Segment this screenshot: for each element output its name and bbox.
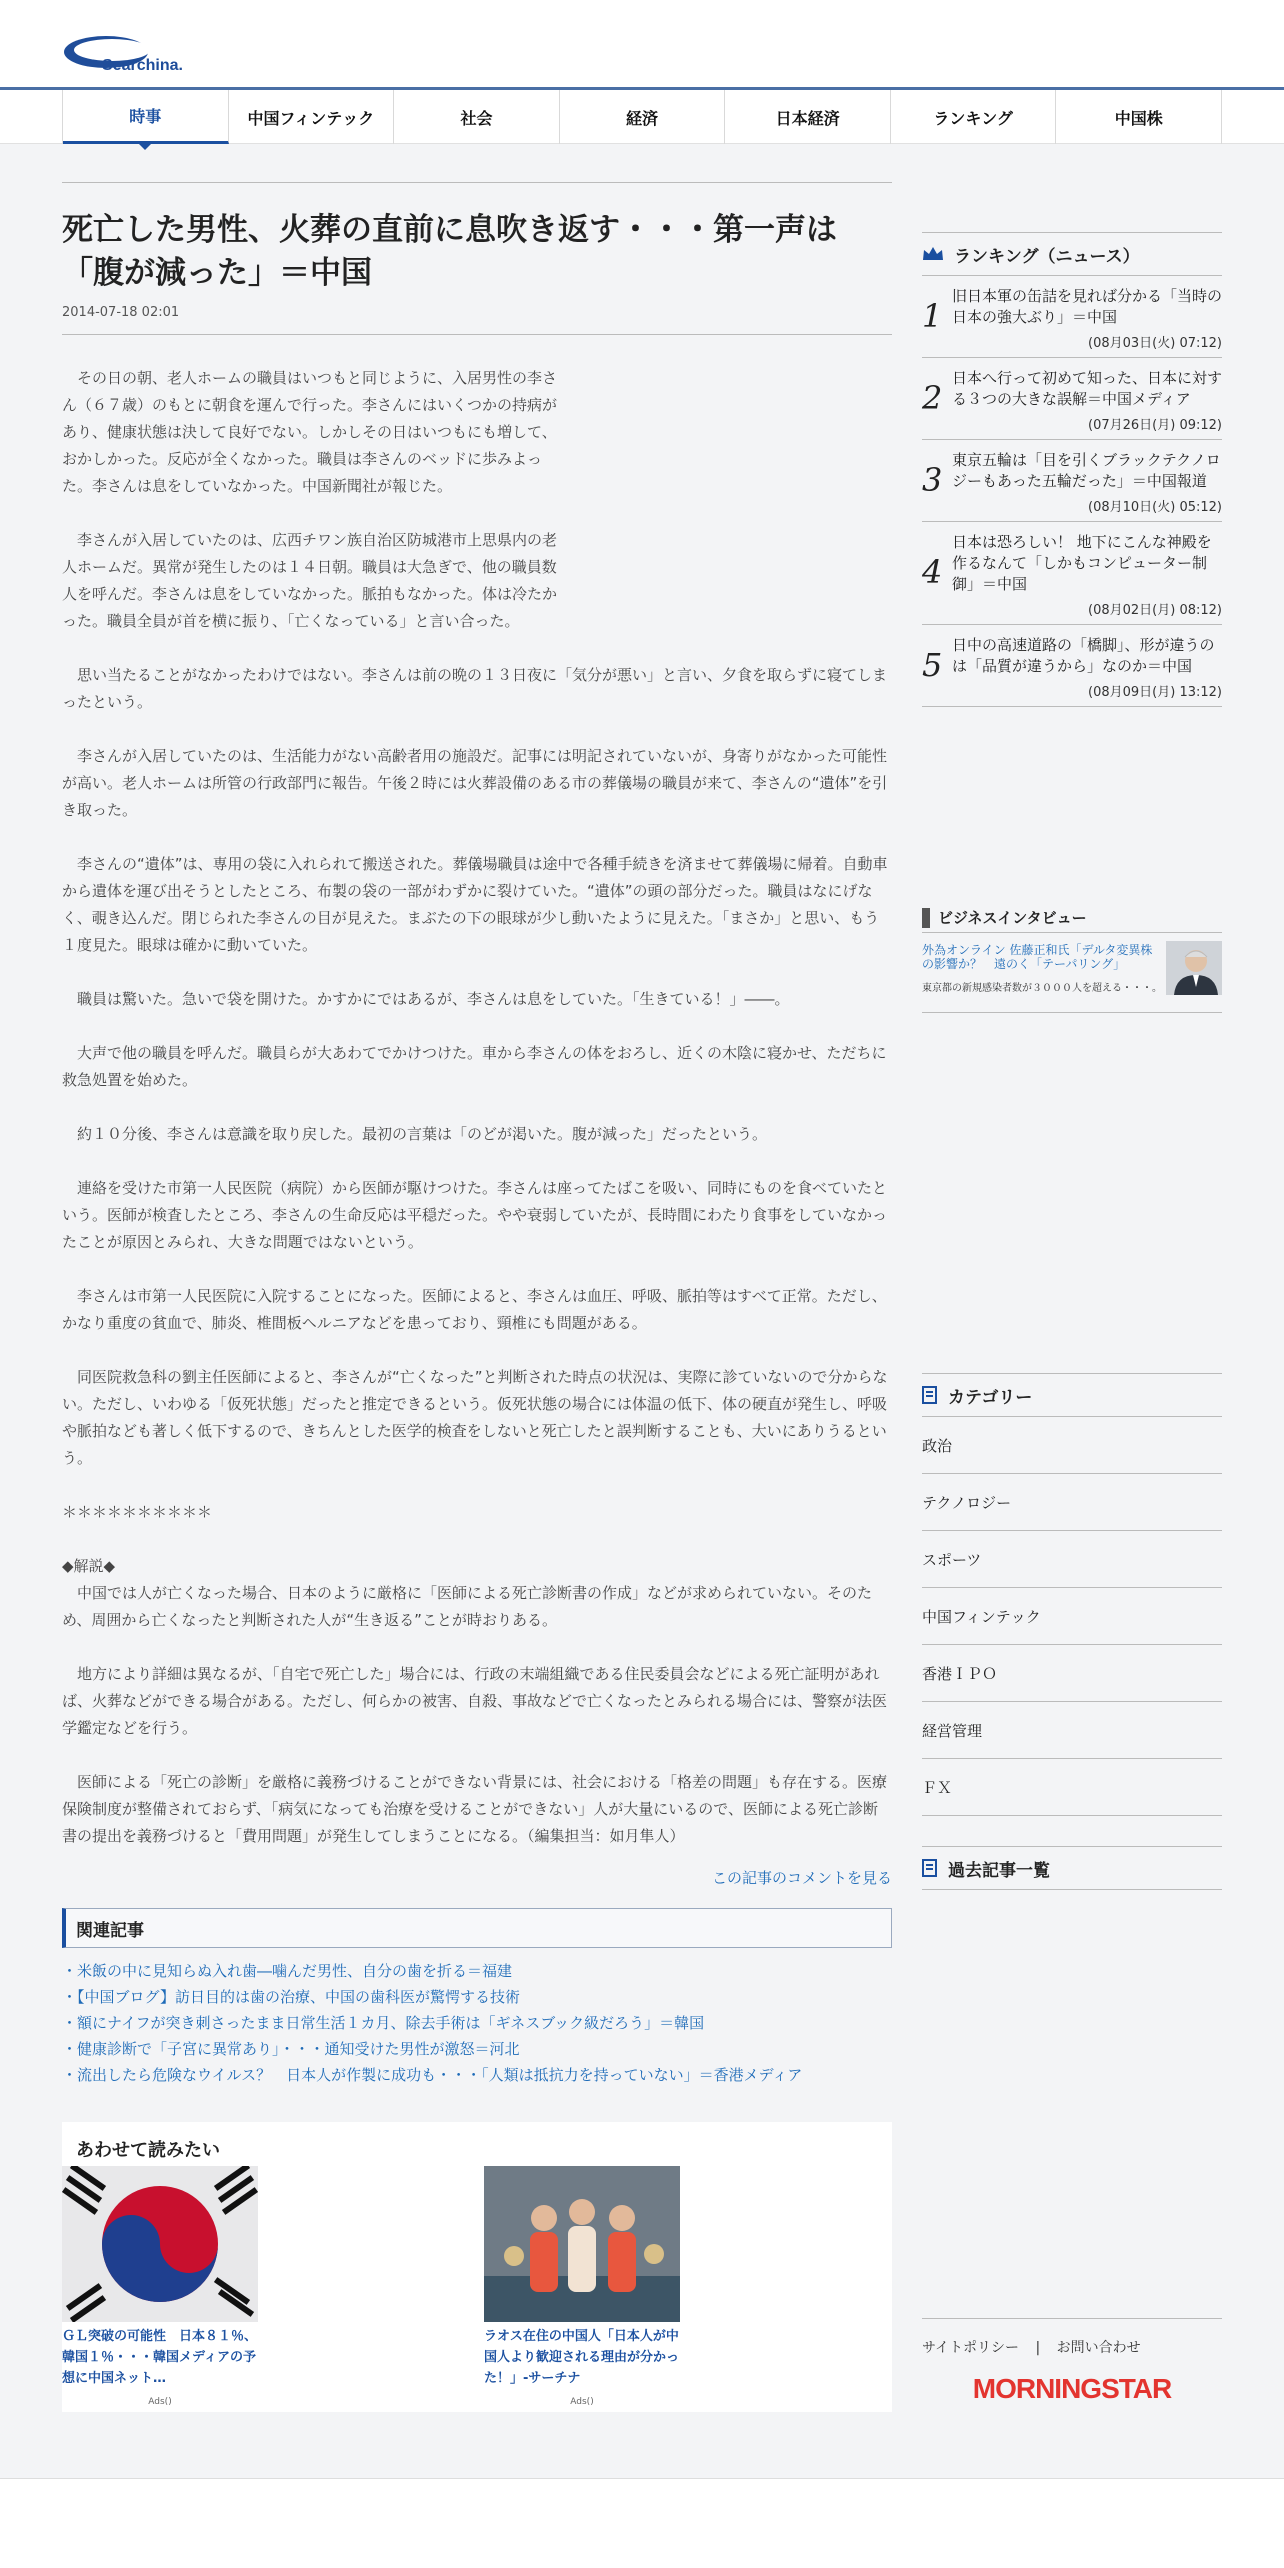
ranking-item[interactable]	[922, 522, 1222, 625]
related-link[interactable]: ・流出したら危険なウイルス？ 日本人が作製に成功も・・・「人類は抵抗力を持っていない」＝香港メディア	[62, 2066, 803, 2084]
related-link[interactable]: ・健康診断で「子宮に異常あり」・・・通知受けた男性が激怒＝河北	[62, 2040, 520, 2058]
category-heading	[922, 1373, 1222, 1417]
article-paragraph: 李さんの“遺体”は、専用の袋に入れられて搬送された。葬儀場職員は途中で各種手続きを済ませて葬儀場に帰着。自動車から遺体を運び出そうとしたところ、布製の袋の一部がわずかに裂けていた。“遺体”の頭の部分だった。職員はなにげなく、覗き込んだ。閉じられた李さんの目が見えた。まぶたの下の眼球が少し動いたように見えた。「まさか」と思い、もう１度見た。眼球は確かに動いていた。	[62, 855, 888, 954]
article-paragraph: 李さんが入居していたのは、広西チワン族自治区防城港市上思県内の老人ホームだ。異常が発生したのは１４日朝。職員は大急ぎで、他の職員数人を呼んだ。李さんは息をしていなかった。脈拍もなかった。体は冷たかった。職員全員が首を横に振り、「亡くなっている」と言い合った。	[62, 531, 558, 630]
morningstar-logo[interactable]: MORNINGSTAR	[972, 2373, 1172, 2404]
ranking-title[interactable]: 旧日本軍の缶詰を見れば分かる「当時の日本の強大ぶり」＝中国	[952, 287, 1223, 326]
footer-separator: |	[1035, 2340, 1041, 2356]
ranking-title[interactable]: 東京五輪は「目を引くブラックテクノロジーもあった五輪だった」＝中国報道	[952, 451, 1221, 490]
read-also-heading: あわせて読みたい	[76, 2140, 220, 2161]
ranking-title[interactable]: 日本は恐ろしい！ 地下にこんな神殿を作るなんて「しかもコンピューター制御」＝中国	[952, 533, 1212, 593]
nav-tab-china-stocks[interactable]: 中国株	[1056, 90, 1222, 144]
read-also-title[interactable]: ＧＬ突破の可能性 日本８１％、韓国１％・・・韓国メディアの予想に中国ネット…	[62, 2329, 258, 2386]
article-paragraph: 医師による「死亡の診断」を厳格に義務づけることができない背景には、社会における「格差の問題」も存在する。医療保険制度が整備されておらず、「病気になっても治療を受けることができない」人が大量にいるので、医師による死亡診断書の提出を義務づけると「費用問題」が発生してしまうことになる。（編集担当：如月隼人）	[62, 1773, 888, 1845]
nav-tab-society[interactable]: 社会	[394, 90, 560, 144]
ranking-number: 1	[922, 296, 943, 335]
business-interview-heading-text: ビジネスインタビュー	[938, 909, 1087, 927]
article-body	[62, 365, 892, 1850]
article-paragraph: 李さんが入居していたのは、生活能力がない高齢者用の施設だ。記事には明記されていないが、身寄りがなかった可能性が高い。老人ホームは所管の行政部門に報告。午後２時には火葬設備のある市の葬儀場の職員が来て、李さんの“遺体”を引き取った。	[62, 747, 888, 819]
related-link[interactable]: ・額にナイフが突き刺さったまま日常生活１カ月、除去手術は「ギネスブック級だろう」＝韓国	[62, 2014, 705, 2032]
article-paragraph: 職員は驚いた。急いで袋を開けた。かすかにではあるが、李さんは息をしていた。「生きている！」――。	[62, 990, 790, 1008]
category-section	[922, 1373, 1222, 1816]
article-paragraph: 連絡を受けた市第一人民医院（病院）から医師が駆けつけた。李さんは座ってたばこを吸い、同時にものを食べていたという。医師が検査したところ、李さんの生命反応は平穏だった。やや衰弱していたが、長時間にわたり食事をしていなかったことが原因とみられ、大きな問題ではないという。	[62, 1179, 888, 1251]
korea-flag-image[interactable]	[62, 2166, 258, 2322]
archive-heading[interactable]	[922, 1846, 1222, 1890]
ranking-item[interactable]	[922, 276, 1222, 358]
ranking-date: (08月03日(火) 07:12)	[1088, 336, 1222, 351]
sidebar	[922, 232, 1222, 1890]
ranking-number: 2	[922, 378, 943, 417]
related-list	[62, 1958, 892, 2088]
document-icon	[922, 1386, 938, 1404]
category-link[interactable]: 中国フィンテック	[922, 1588, 1222, 1645]
document-icon	[922, 1859, 938, 1877]
site-header	[0, 0, 1284, 90]
business-interview-item[interactable]	[922, 933, 1222, 1013]
category-link[interactable]: 経営管理	[922, 1702, 1222, 1759]
category-heading-text: カテゴリー	[948, 1387, 1033, 1408]
footer-links	[922, 2337, 1222, 2357]
article-paragraph: 思い当たることがなかったわけではない。李さんは前の晩の１３日夜に「気分が悪い」と言い、夕食を取らずに寝てしまったという。	[62, 666, 888, 711]
interviewee-photo[interactable]	[1166, 941, 1222, 995]
divider	[62, 334, 892, 335]
article-paragraph: ◆解説◆ 中国では人が亡くなった場合、日本のように厳格に「医師による死亡診断書の作成」などが求められていない。そのため、周囲から亡くなったと判断された人が“生き返る”ことが時おりある。	[62, 1557, 873, 1629]
ads-label: Ads()	[148, 2397, 172, 2407]
contact-link[interactable]: お問い合わせ	[1056, 2340, 1141, 2356]
read-also-section	[62, 2122, 892, 2412]
logo-text: Searchina.	[102, 57, 183, 74]
article-paragraph: 大声で他の職員を呼んだ。職員らが大あわてでかけつけた。車から李さんの体をおろし、近くの木陰に寝かせ、ただちに救急処置を始めた。	[62, 1044, 887, 1089]
archive-heading-text[interactable]: 過去記事一覧	[948, 1860, 1050, 1881]
article-title: 死亡した男性、火葬の直前に息吹き返す・・・第一声は「腹が減った」＝中国	[62, 212, 837, 291]
category-link[interactable]: 政治	[922, 1417, 1222, 1474]
related-link[interactable]: ・米飯の中に見知らぬ入れ歯―噛んだ男性、自分の歯を折る＝福建	[62, 1962, 513, 1980]
ranking-heading-text: ランキング（ニュース）	[954, 246, 1140, 267]
ranking-title[interactable]: 日本へ行って初めて知った、日本に対する３つの大きな誤解＝中国メディア	[952, 369, 1223, 408]
divider	[62, 182, 892, 183]
main-nav	[0, 90, 1284, 144]
ranking-date: (07月26日(月) 09:12)	[1088, 418, 1222, 433]
crown-icon	[922, 246, 944, 262]
article-main	[62, 182, 892, 2412]
ranking-date: (08月09日(月) 13:12)	[1088, 685, 1222, 700]
ranking-heading	[922, 232, 1222, 276]
sidebar-footer	[922, 2318, 1222, 2405]
business-interview	[922, 907, 1222, 1013]
article-paragraph: 同医院救急科の劉主任医師によると、李さんが“亡くなった”と判断された時点の状況は、実際に診ていないので分からない。ただし、いわゆる「仮死状態」だったと推定できるという。仮死状態の場合には体温の低下、体の硬直が発生し、呼吸や脈拍なども著しく低下するので、きちんとした医学的検査をしないと死亡したと誤判断することも、大いにありうるという。	[62, 1368, 888, 1467]
read-also-card[interactable]	[484, 2166, 680, 2407]
article-paragraph: 李さんは市第一人民医院に入院することになった。医師によると、李さんは血圧、呼吸、脈拍等はすべて正常。ただし、かなり重度の貧血で、肺炎、椎間板ヘルニアなどを患っており、頸椎にも問題がある。	[62, 1287, 887, 1332]
article-paragraph: 約１０分後、李さんは意識を取り戻した。最初の言葉は「のどが渇いた。腹が減った」だったという。	[62, 1125, 768, 1143]
page-footer	[0, 2478, 1284, 2568]
heading-bar	[922, 908, 930, 928]
category-link[interactable]: テクノロジー	[922, 1474, 1222, 1531]
category-link[interactable]: 香港ＩＰＯ	[922, 1645, 1222, 1702]
nav-tab-japan-economy[interactable]: 日本経済	[725, 90, 891, 144]
ranking-item[interactable]	[922, 625, 1222, 707]
business-interview-heading	[922, 907, 1222, 928]
ranking-title[interactable]: 日中の高速道路の「橋脚」、形が違うのは「品質が違うから」なのか＝中国	[952, 636, 1215, 675]
ranking-number: 5	[922, 645, 943, 684]
nav-tab-economy[interactable]: 経済	[560, 90, 726, 144]
ads-label: Ads()	[570, 2397, 594, 2407]
searchina-logo[interactable]	[62, 30, 186, 76]
article-paragraph: 地方により詳細は異なるが、「自宅で死亡した」場合には、行政の末端組織である住民委員会などによる死亡証明があれば、火葬などができる場合がある。ただし、何らかの被害、自殺、事故などで亡くなったとみられる場合には、警察が法医学鑑定などを行う。	[62, 1665, 888, 1737]
archive-section	[922, 1846, 1222, 1890]
ranking-date: (08月02日(月) 08:12)	[1088, 603, 1222, 618]
comment-link[interactable]: この記事のコメントを見る	[711, 1869, 892, 1887]
article-paragraph: その日の朝、老人ホームの職員はいつもと同じように、入居男性の李さん（６７歳）のもとに朝食を運んで行った。李さんにはいくつかの持病があり、健康状態は決して良好でない。しかしその日はいつもにも増して、おかしかった。反応が全くなかった。職員は李さんのベッドに歩みよった。李さんは息をしていなかった。中国新聞社が報じた。	[62, 369, 558, 495]
article-separator: ＊＊＊＊＊＊＊＊＊＊	[62, 1503, 213, 1521]
nav-tab-fintech[interactable]: 中国フィンテック	[229, 90, 395, 144]
site-policy-link[interactable]: サイトポリシー	[922, 2340, 1020, 2356]
ranking-number: 4	[922, 553, 943, 591]
article-date: 2014-07-18 02:01	[62, 305, 180, 320]
related-link[interactable]: ・【中国ブログ】訪日目的は歯の治療、中国の歯科医が驚愕する技術	[62, 1988, 520, 2006]
ranking-item[interactable]	[922, 358, 1222, 440]
business-interview-link[interactable]: 外為オンライン 佐藤正和氏「デルタ変異株の影響か？ 遠のく「テーパリング」	[922, 943, 1153, 971]
ranking-item[interactable]	[922, 440, 1222, 522]
read-also-card[interactable]	[62, 2166, 258, 2407]
category-link[interactable]: ＦＸ	[922, 1759, 1222, 1816]
ranking-number: 3	[922, 460, 943, 499]
read-also-title[interactable]: ラオス在住の中国人「日本人が中国人より歓迎される理由が分かった！」-サーチナ	[484, 2329, 680, 2386]
nav-tab-ranking[interactable]: ランキング	[891, 90, 1057, 144]
category-link[interactable]: スポーツ	[922, 1531, 1222, 1588]
related-heading: 関連記事	[62, 1908, 892, 1948]
laos-women-image[interactable]	[484, 2166, 680, 2322]
business-interview-description: 東京都の新規感染者数が３０００人を超える・・・。	[922, 983, 1162, 994]
nav-tab-jiji[interactable]: 時事	[63, 90, 229, 144]
ranking-date: (08月10日(火) 05:12)	[1088, 500, 1222, 515]
